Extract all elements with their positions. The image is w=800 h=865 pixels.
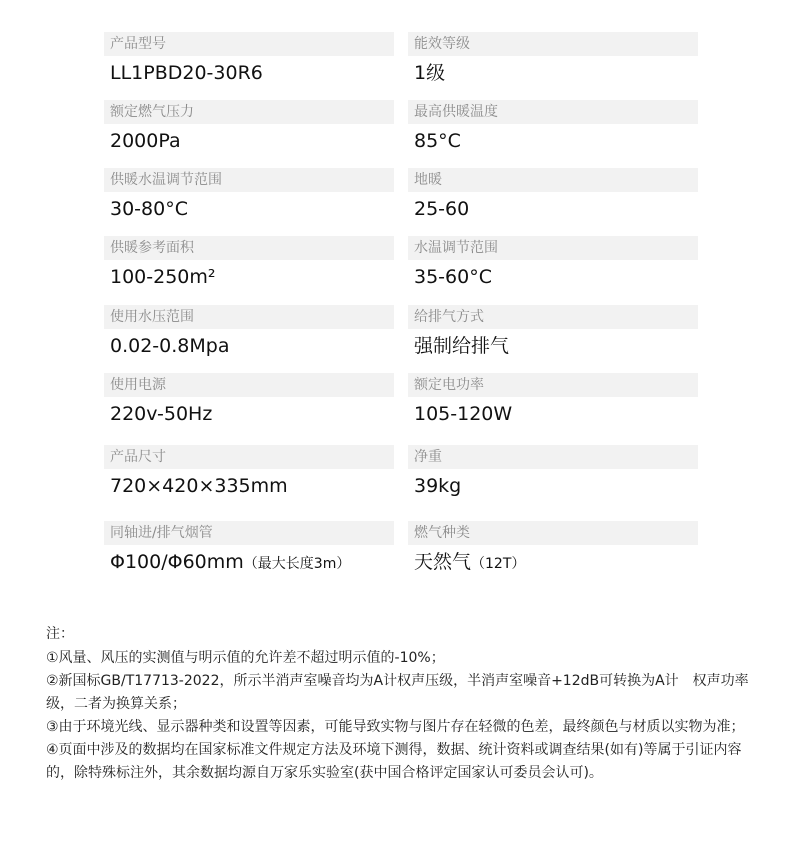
spec-label: 产品型号 bbox=[104, 32, 394, 56]
spec-item-heating-water-range bbox=[104, 168, 394, 236]
spec-value: 0.02-0.8Mpa bbox=[110, 335, 230, 357]
spec-label: 给排气方式 bbox=[408, 305, 698, 329]
spec-value: 100-250m² bbox=[110, 266, 216, 288]
spec-row bbox=[104, 373, 698, 445]
spec-item-rated-power bbox=[408, 373, 698, 445]
spec-item-flue-pipe bbox=[104, 521, 394, 589]
spec-value: Φ100/Φ60mm（最大长度3m） bbox=[110, 551, 351, 573]
spec-item-water-temp-range bbox=[408, 236, 698, 305]
spec-row bbox=[104, 100, 698, 168]
spec-value: 强制给排气 bbox=[414, 335, 510, 357]
spec-label: 燃气种类 bbox=[408, 521, 698, 545]
notes-section bbox=[46, 623, 766, 785]
spec-row bbox=[104, 445, 698, 521]
spec-label: 能效等级 bbox=[408, 32, 698, 56]
spec-label: 使用水压范围 bbox=[104, 305, 394, 329]
spec-item-heating-area bbox=[104, 236, 394, 305]
spec-label: 使用电源 bbox=[104, 373, 394, 397]
spec-value: 35-60°C bbox=[414, 266, 492, 288]
notes-title: 注： bbox=[46, 626, 74, 642]
spec-row bbox=[104, 32, 698, 100]
spec-value: 85°C bbox=[414, 130, 461, 152]
note-item: ④页面中涉及的数据均在国家标准文件规定方法及环境下测得，数据、统计资料或调查结果(如有)等属于引证内容的，除特殊标注外，其余数据均源自万家乐实验室(获中国合格评定国家认可委员会认可)。 bbox=[46, 742, 742, 781]
spec-item-max-heating-temp bbox=[408, 100, 698, 168]
spec-label: 供暖水温调节范围 bbox=[104, 168, 394, 192]
spec-label: 净重 bbox=[408, 445, 698, 469]
spec-value: 30-80°C bbox=[110, 198, 188, 220]
spec-value: 2000Pa bbox=[110, 130, 181, 152]
spec-label: 地暖 bbox=[408, 168, 698, 192]
spec-value: 天然气（12T） bbox=[414, 551, 526, 573]
spec-item-exhaust-mode bbox=[408, 305, 698, 373]
spec-value: 220v-50Hz bbox=[110, 403, 213, 425]
spec-item-gas-type bbox=[408, 521, 698, 589]
note-item: ①风量、风压的实测值与明示值的允许差不超过明示值的-10%； bbox=[46, 650, 445, 666]
spec-item-dimensions bbox=[104, 445, 394, 521]
spec-value: 25-60 bbox=[414, 198, 470, 220]
spec-row bbox=[104, 236, 698, 305]
spec-value: 720×420×335mm bbox=[110, 475, 288, 497]
spec-label: 最高供暖温度 bbox=[408, 100, 698, 124]
spec-value: 1级 bbox=[414, 62, 446, 84]
spec-item-gas-pressure bbox=[104, 100, 394, 168]
spec-label: 额定电功率 bbox=[408, 373, 698, 397]
spec-item-energy-grade bbox=[408, 32, 698, 100]
spec-item-net-weight bbox=[408, 445, 698, 521]
note-item: ③由于环境光线、显示器种类和设置等因素，可能导致实物与图片存在轻微的色差，最终颜色与材质以实物为准； bbox=[46, 719, 745, 735]
spec-row bbox=[104, 168, 698, 236]
spec-value: 39kg bbox=[414, 475, 462, 497]
spec-label: 额定燃气压力 bbox=[104, 100, 394, 124]
spec-row bbox=[104, 305, 698, 373]
spec-item-model bbox=[104, 32, 394, 100]
spec-label: 同轴进/排气烟管 bbox=[104, 521, 394, 545]
spec-label: 产品尺寸 bbox=[104, 445, 394, 469]
spec-item-water-pressure bbox=[104, 305, 394, 373]
spec-table bbox=[104, 32, 698, 589]
spec-label: 水温调节范围 bbox=[408, 236, 698, 260]
spec-value: LL1PBD20-30R6 bbox=[110, 62, 263, 84]
note-item: ②新国标GB/T17713-2022，所示半消声室噪音均为A计权声压级，半消声室噪音+12dB可转换为A计 权声功率级，二者为换算关系； bbox=[46, 673, 749, 712]
spec-label: 供暖参考面积 bbox=[104, 236, 394, 260]
spec-value: 105-120W bbox=[414, 403, 513, 425]
spec-item-floor-heating bbox=[408, 168, 698, 236]
spec-row bbox=[104, 521, 698, 589]
spec-item-power-supply bbox=[104, 373, 394, 445]
